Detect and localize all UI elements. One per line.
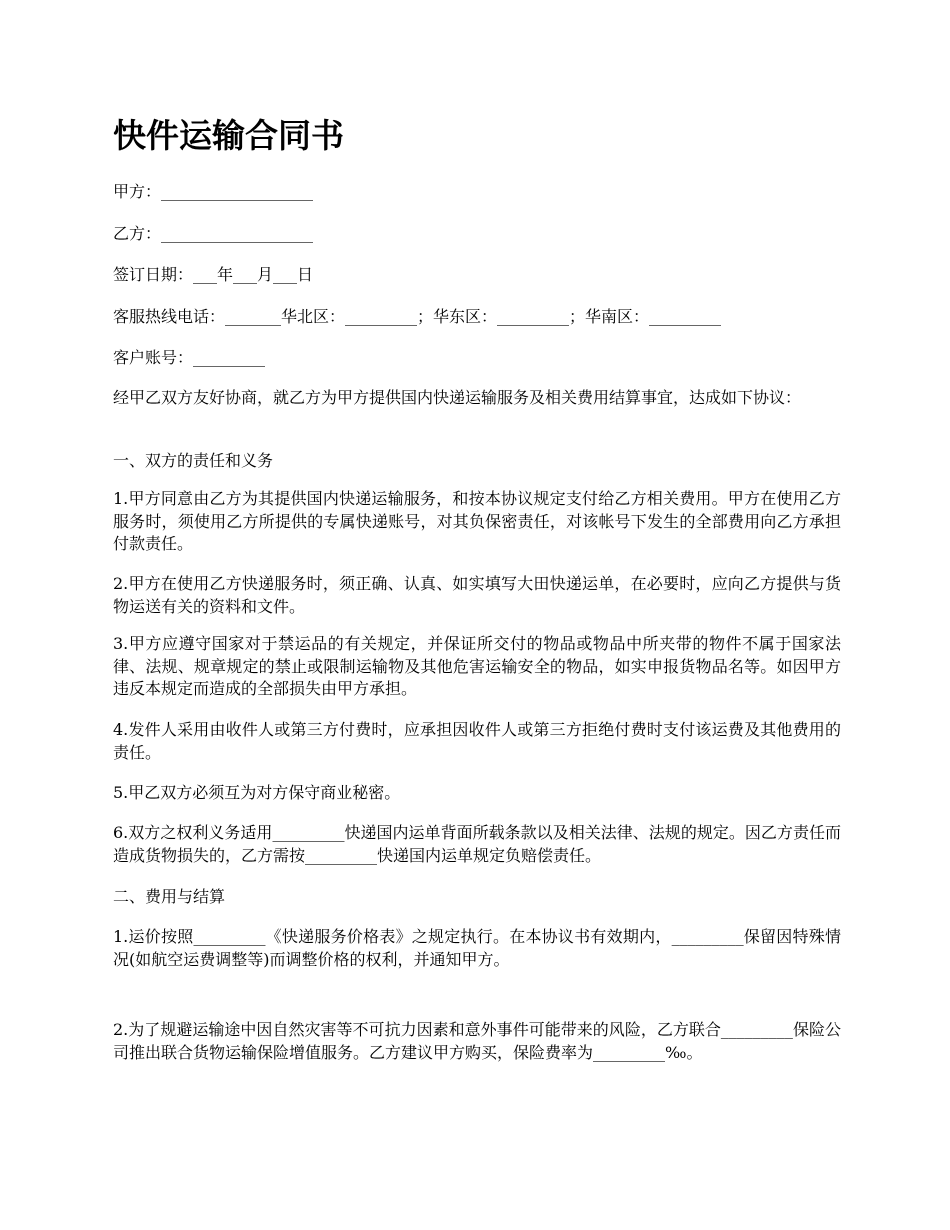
clause-paragraph: 1.甲方同意由乙方为其提供国内快递运输服务，和按本协议规定支付给乙方相关费用。甲方在使用乙方服务时，须使用乙方所提供的专属快递账号，对其负保密责任，对该帐号下发生的全部费用向乙方承担付款责任。 — [113, 489, 841, 553]
party-b-field: 乙方：___________________ — [113, 224, 314, 243]
clause-paragraph: 3.甲方应遵守国家对于禁运品的有关规定，并保证所交付的物品或物品中所夹带的物件不属于国家法律、法规、规章规定的禁止或限制运输物及其他危害运输安全的物品，如实申报货物品名等。如因甲方违反本规定而造成的全部损失由甲方承担。 — [113, 634, 841, 698]
account-field: 客户账号：_________ — [113, 348, 266, 367]
sign-date-field: 签订日期：___年___月___日 — [113, 265, 314, 284]
clause-paragraph: 4.发件人采用由收件人或第三方付费时，应承担因收件人或第三方拒绝付费时支付该运费及其他费用的责任。 — [113, 720, 841, 762]
clause-paragraph: 6.双方之权利义务适用_________快递国内运单背面所载条款以及相关法律、法规的规定。因乙方责任而造成货物损失的，乙方需按_________快递国内运单规定负赔偿责任。 — [113, 823, 841, 865]
clause-paragraph: 1.运价按照_________《快递服务价格表》之规定执行。在本协议书有效期内，_________保留因特殊情况(如航空运费调整等)而调整价格的权利，并通知甲方。 — [113, 927, 841, 969]
section-heading: 一、双方的责任和义务 — [113, 451, 274, 470]
section-heading: 二、费用与结算 — [113, 887, 226, 906]
party-a-field: 甲方：___________________ — [113, 182, 314, 201]
clause-paragraph: 2.为了规避运输途中因自然灾害等不可抗力因素和意外事件可能带来的风险，乙方联合_________保险公司推出联合货物运输保险增值服务。乙方建议甲方购买，保险费率为_________‰。 — [113, 1020, 841, 1062]
clause-paragraph: 2.甲方在使用乙方快递服务时，须正确、认真、如实填写大田快递运单，在必要时，应向乙方提供与货物运送有关的资料和文件。 — [113, 574, 841, 616]
hotline-field: 客服热线电话：_______华北区：_________；华东区：_________；华南区：_________ — [113, 307, 722, 326]
intro-paragraph: 经甲乙双方友好协商，就乙方为甲方提供国内快递运输服务及相关费用结算事宜，达成如下协议： — [113, 388, 802, 407]
document-title: 快件运输合同书 — [113, 116, 344, 155]
clause-paragraph: 5.甲乙双方必须互为对方保守商业秘密。 — [113, 783, 401, 802]
